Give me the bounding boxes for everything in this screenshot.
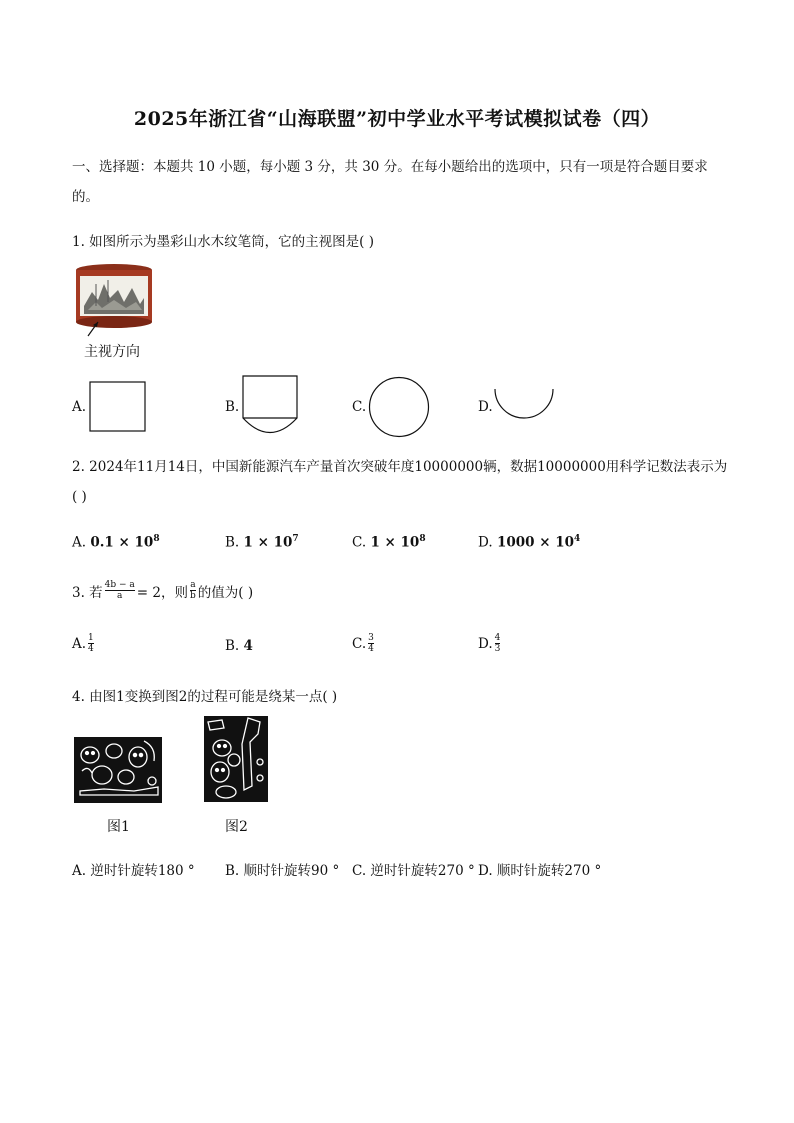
figure-1-caption: 图1 bbox=[107, 819, 130, 835]
q2-option-c: C. $1 \times 10^8$ bbox=[352, 534, 426, 551]
question-1-stem: 1. 如图所示为墨彩山水木纹笔筒，它的主视图是( ) bbox=[72, 234, 374, 250]
q4-option-a: A. 逆时针旋转180 ° bbox=[72, 863, 195, 879]
q1-option-b-figure bbox=[242, 375, 299, 443]
question-2-stem bbox=[72, 452, 732, 512]
q3-option-c: C. $\frac{3}{4}$ bbox=[352, 633, 374, 654]
q4-option-d: D. 顺时针旋转270 ° bbox=[478, 863, 602, 879]
section-header-line1: 一、选择题：本题共 10 小题，每小题 3 分，共 30 分。在每小题给出的选项中，只有一项是符合题目要求 bbox=[72, 159, 708, 175]
q4-option-b: B. 顺时针旋转90 ° bbox=[225, 863, 340, 879]
q1-option-c-figure bbox=[368, 376, 430, 442]
q4-option-c: C. 逆时针旋转270 ° bbox=[352, 863, 475, 879]
q2-option-d: D. $1000 \times 10^4$ bbox=[478, 534, 581, 551]
q1-option-a-figure bbox=[89, 381, 147, 437]
section-header bbox=[72, 152, 732, 212]
figure-2-image bbox=[204, 716, 268, 806]
question-2-stem-line2: ( ) bbox=[72, 489, 87, 505]
q3-asked-fraction: $\frac{a}{b}$ bbox=[190, 580, 196, 601]
q1-option-c-label: C. bbox=[352, 399, 367, 415]
view-direction-arrow bbox=[84, 318, 104, 342]
q2-option-b: B. $1 \times 10^7$ bbox=[225, 534, 299, 551]
question-2-stem-line1: 2. 2024年11月14日，中国新能源汽车产量首次突破年度10000000辆，数据10000000用科学记数法表示为 bbox=[72, 459, 728, 475]
q1-option-d-figure bbox=[494, 388, 556, 428]
question-4-stem: 4. 由图1变换到图2的过程可能是绕某一点( ) bbox=[72, 689, 338, 705]
q3-given-fraction: $\frac{4b - a}{a}$ bbox=[104, 580, 135, 601]
q1-option-b-label: B. bbox=[225, 399, 240, 415]
q3-option-b: B. 4 bbox=[225, 638, 253, 654]
q3-option-d: D. $\frac{4}{3}$ bbox=[478, 633, 501, 654]
q2-option-a: A. $0.1 \times 10^8$ bbox=[72, 534, 160, 551]
view-direction-label: 主视方向 bbox=[84, 344, 140, 360]
section-header-line2: 的。 bbox=[72, 189, 99, 205]
q1-option-d-label: D. bbox=[478, 399, 493, 415]
page-title: 2025年浙江省“山海联盟”初中学业水平考试模拟试卷（四） bbox=[133, 108, 661, 130]
figure-2-caption: 图2 bbox=[225, 819, 248, 835]
figure-1-image bbox=[74, 737, 162, 807]
q3-option-a: A. $\frac{1}{4}$ bbox=[72, 633, 94, 654]
q1-option-a-label: A. bbox=[72, 399, 87, 415]
question-3-stem: 3. 若 $\frac{4b - a}{a}$ = 2，则 $\frac{a}{b}$ 的值为( ) bbox=[72, 580, 254, 601]
